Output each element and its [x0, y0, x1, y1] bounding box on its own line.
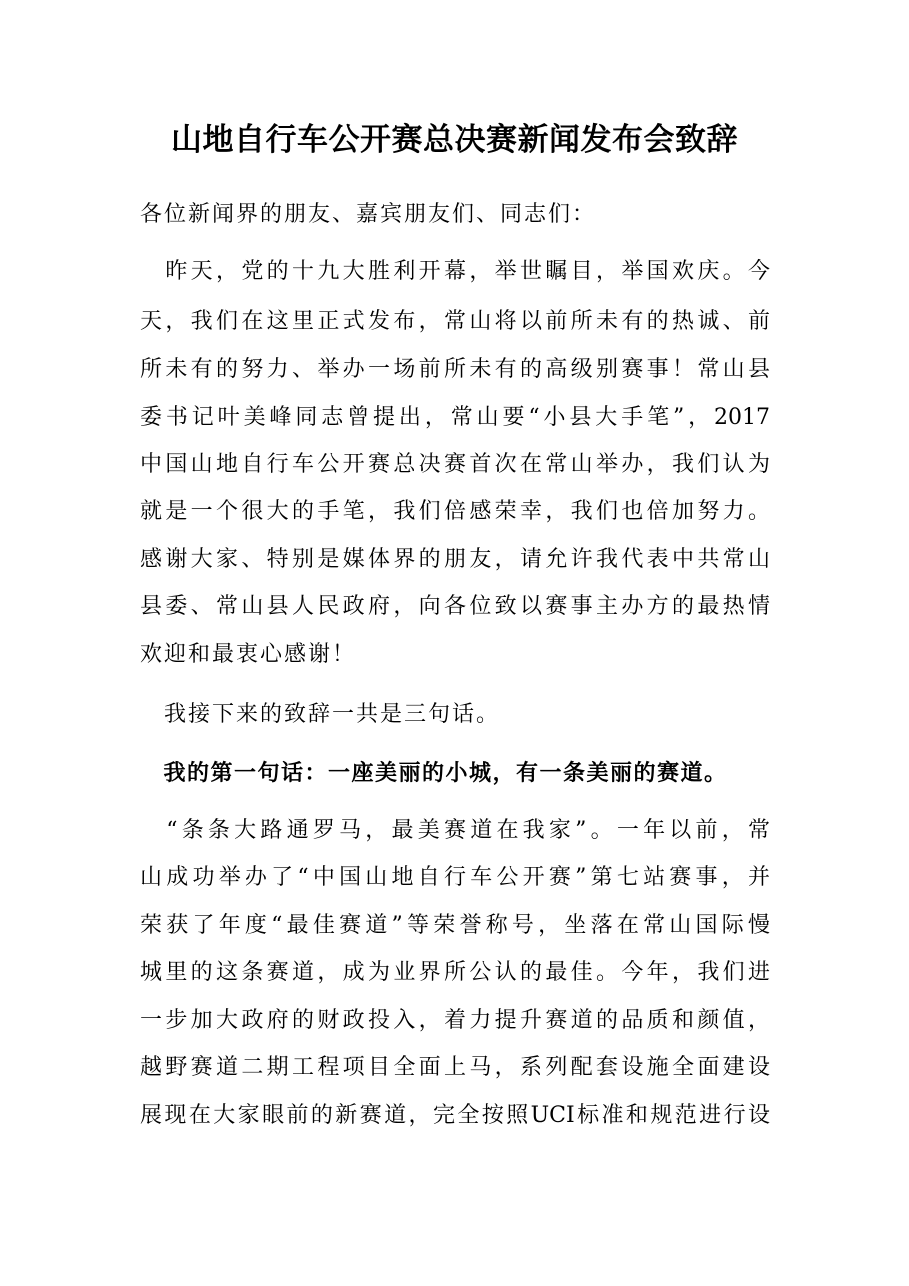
- section-heading: 我的第一句话：一座美丽的小城，有一条美丽的赛道。: [140, 760, 728, 786]
- paragraph-line: 越野赛道二期工程项目全面上马，系列配套设施全面建设: [140, 1055, 770, 1080]
- paragraph-line: 我接下来的致辞一共是三句话。: [140, 702, 501, 727]
- paragraph-line: 山成功举办了“中国山地自行车公开赛”第七站赛事，并: [140, 865, 770, 890]
- paragraph-line: 展现在大家眼前的新赛道，完全按照UCI标准和规范进行设: [140, 1103, 770, 1128]
- paragraph-line: 中国山地自行车公开赛总决赛首次在常山举办，我们认为: [140, 452, 770, 477]
- paragraph-line: 荣获了年度“最佳赛道”等荣誉称号，坐落在常山国际慢: [140, 913, 770, 938]
- paragraph-line: 一步加大政府的财政投入，着力提升赛道的品质和颜值，: [140, 1008, 770, 1033]
- paragraph-line: 城里的这条赛道，成为业界所公认的最佳。今年，我们进: [140, 960, 770, 985]
- paragraph-line: “条条大路通罗马，最美赛道在我家”。一年以前，常: [140, 818, 770, 843]
- paragraph-line: 就是一个很大的手笔，我们倍感荣幸，我们也倍加努力。: [140, 499, 770, 524]
- paragraph-line: 天，我们在这里正式发布，常山将以前所未有的热诚、前: [140, 309, 770, 334]
- paragraph-line: 欢迎和最衷心感谢！: [140, 642, 357, 667]
- paragraph-line: 县委、常山县人民政府，向各位致以赛事主办方的最热情: [140, 594, 770, 619]
- paragraph-line: 昨天，党的十九大胜利开幕，举世瞩目，举国欢庆。今: [140, 259, 770, 284]
- paragraph-line: 委书记叶美峰同志曾提出，常山要“小县大手笔”，2017: [140, 405, 770, 430]
- paragraph-line: 所未有的努力、举办一场前所未有的高级别赛事！常山县: [140, 357, 770, 382]
- paragraph-line: 感谢大家、特别是媒体界的朋友，请允许我代表中共常山: [140, 547, 770, 572]
- document-title: 山地自行车公开赛总决赛新闻发布会致辞: [171, 122, 738, 158]
- salutation: 各位新闻界的朋友、嘉宾朋友们、同志们：: [140, 202, 597, 227]
